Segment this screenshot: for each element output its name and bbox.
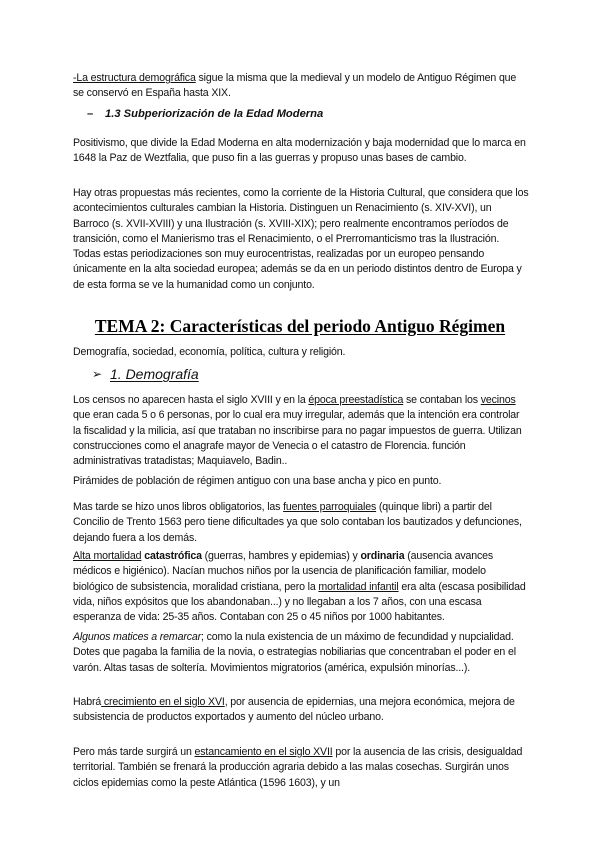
subheading-label: 1.3 Subperiorización de la Edad Moderna xyxy=(105,108,324,120)
paragraph-text: que eran cada 5 o 6 personas, por lo cual era muy irregular, además que la intención era controlar la fiscalidad y la milicia, así que trataban no inscribirse para no pagar impuestos de guerra. Utilizan construcciones como el anagrafe mayor de Venecia o el catastro de Florencia. función administrativas tratadistas; Maquiavelo, Badin.. xyxy=(73,409,522,468)
paragraph-estancamiento xyxy=(73,745,529,791)
paragraph-text: ; como la nula existencia de un máximo de fecundidad y nupcialidad. Dotes que pagaba la familia de la novia, o estrategias nobiliarias que concentraban el poder en el varón. Altas tasas de soltería. Movimientos migratorios (américa, expulsión minorías...). xyxy=(73,631,516,674)
section-label: 1. Demografía xyxy=(110,366,199,382)
underlined-term: fuentes parroquiales xyxy=(283,501,377,513)
dash-bullet: – xyxy=(87,108,94,120)
paragraph-text: (guerras, hambres y epidemias) y xyxy=(201,550,361,562)
arrow-bullet-icon: ➢ xyxy=(92,367,103,381)
underlined-term: crecimiento en el siglo XVI xyxy=(101,696,225,708)
paragraph-matices xyxy=(73,630,529,676)
paragraph-text: se contaban los xyxy=(403,394,481,406)
bold-term: catastrófica xyxy=(144,550,202,562)
section-heading-demografia xyxy=(92,366,199,382)
underlined-term: época preestadística xyxy=(308,394,404,406)
paragraph-text: por la ausencia de las crisis, desigualdad territorial. También se frenará la producción agraria debido a las malas cosechas. Surgirán unos ciclos epidemias como la peste Atlántica (1596 1603), y un xyxy=(73,746,523,789)
bold-term: ordinaria xyxy=(360,550,405,562)
paragraph-text: , por ausencia de epidernias, una mejora económica, mejora de subsistencia de productos exportados y aumento del núcleo urbano. xyxy=(73,696,515,724)
paragraph-censos xyxy=(73,393,529,469)
paragraph-text: (ausencia avances médicos e higiénico). Nacían muchos niños por la usencia de planificación familiar, modelo biológico de subsistencia, moralidad cristiana, pero la xyxy=(73,550,494,593)
paragraph-text: sigue la misma que la medieval y un modelo de Antiguo Régimen que se conservó en España hasta XIX. xyxy=(73,72,517,100)
paragraph-positivismo: Positivismo, que divide la Edad Moderna en alta modernización y baja modernidad que lo marca en 1648 la Paz de Weztfalia, que puso fin a las guerras y propuso unas bases de cambio. xyxy=(73,137,526,165)
paragraph-crecimiento xyxy=(73,695,529,726)
paragraph-demographic-structure xyxy=(73,71,529,102)
paragraph-text: era alta (escasa posibilidad vida, niños expósitos que los abandonaban...) y no llegaban a los 7 años, con una escasa esperanza de vida: 25-35 años. Contaban con 25 o 45 niños por 1000 habitantes. xyxy=(73,580,526,624)
paragraph-text: (quinque libri) a partir del Concilio de Trento 1563 pero tiene dificultades ya que solo contaban los bautizados y defunciones, dejando fuera a los demás. xyxy=(73,501,522,544)
underlined-term: mortalidad infantil xyxy=(318,580,399,593)
paragraph-fuentes-parroquiales xyxy=(73,500,529,546)
paragraph-historia-cultural: Hay otras propuestas más recientes, como la corriente de la Historia Cultural, que considera que los acontecimientos culturales cambian la Historia. Distinguen un Renacimiento (s. XIV-XVI), un Barroco (s. XVII-XVIII) y una Ilustración (s. XVIII-XIX); pero realmente encontramos períodos de transición, como el Manierismo tras el Renacimiento, o el Prerromanticismo tras la Ilustración. Todas estas periodizaciones son muy eurocentristas, realizadas por un europeo pensando únicamente en la alta sociedad europea; además se da en un periodo distintos dentro de Europa y de esta forma se ve la humanidad como un conjunto. xyxy=(73,187,529,291)
paragraph-text: Pero más tarde surgirá un xyxy=(73,746,195,758)
paragraph-text: Habrá xyxy=(73,696,102,708)
chapter-title: TEMA 2: Características del periodo Antiguo Régimen xyxy=(94,316,506,336)
subheading-1-3 xyxy=(87,108,323,120)
italic-term: Algunos matices a remarcar xyxy=(73,631,201,643)
underlined-term: vecinos xyxy=(480,394,516,406)
paragraph-piramides: Pirámides de población de régimen antiguo con una base ancha y pico en punto. xyxy=(73,475,442,487)
underlined-term: estancamiento en el siglo XVII xyxy=(194,746,333,758)
underlined-term: Alta mortalidad xyxy=(73,550,142,562)
underlined-term: -La estructura demográfica xyxy=(73,72,196,84)
paragraph-text: Los censos no aparecen hasta el siglo XVIII y en la xyxy=(73,394,309,406)
paragraph-topics: Demografía, sociedad, economía, política, cultura y religión. xyxy=(73,346,346,358)
paragraph-mortalidad xyxy=(73,549,529,625)
paragraph-text: Mas tarde se hizo unos libros obligatorios, las xyxy=(73,501,284,513)
